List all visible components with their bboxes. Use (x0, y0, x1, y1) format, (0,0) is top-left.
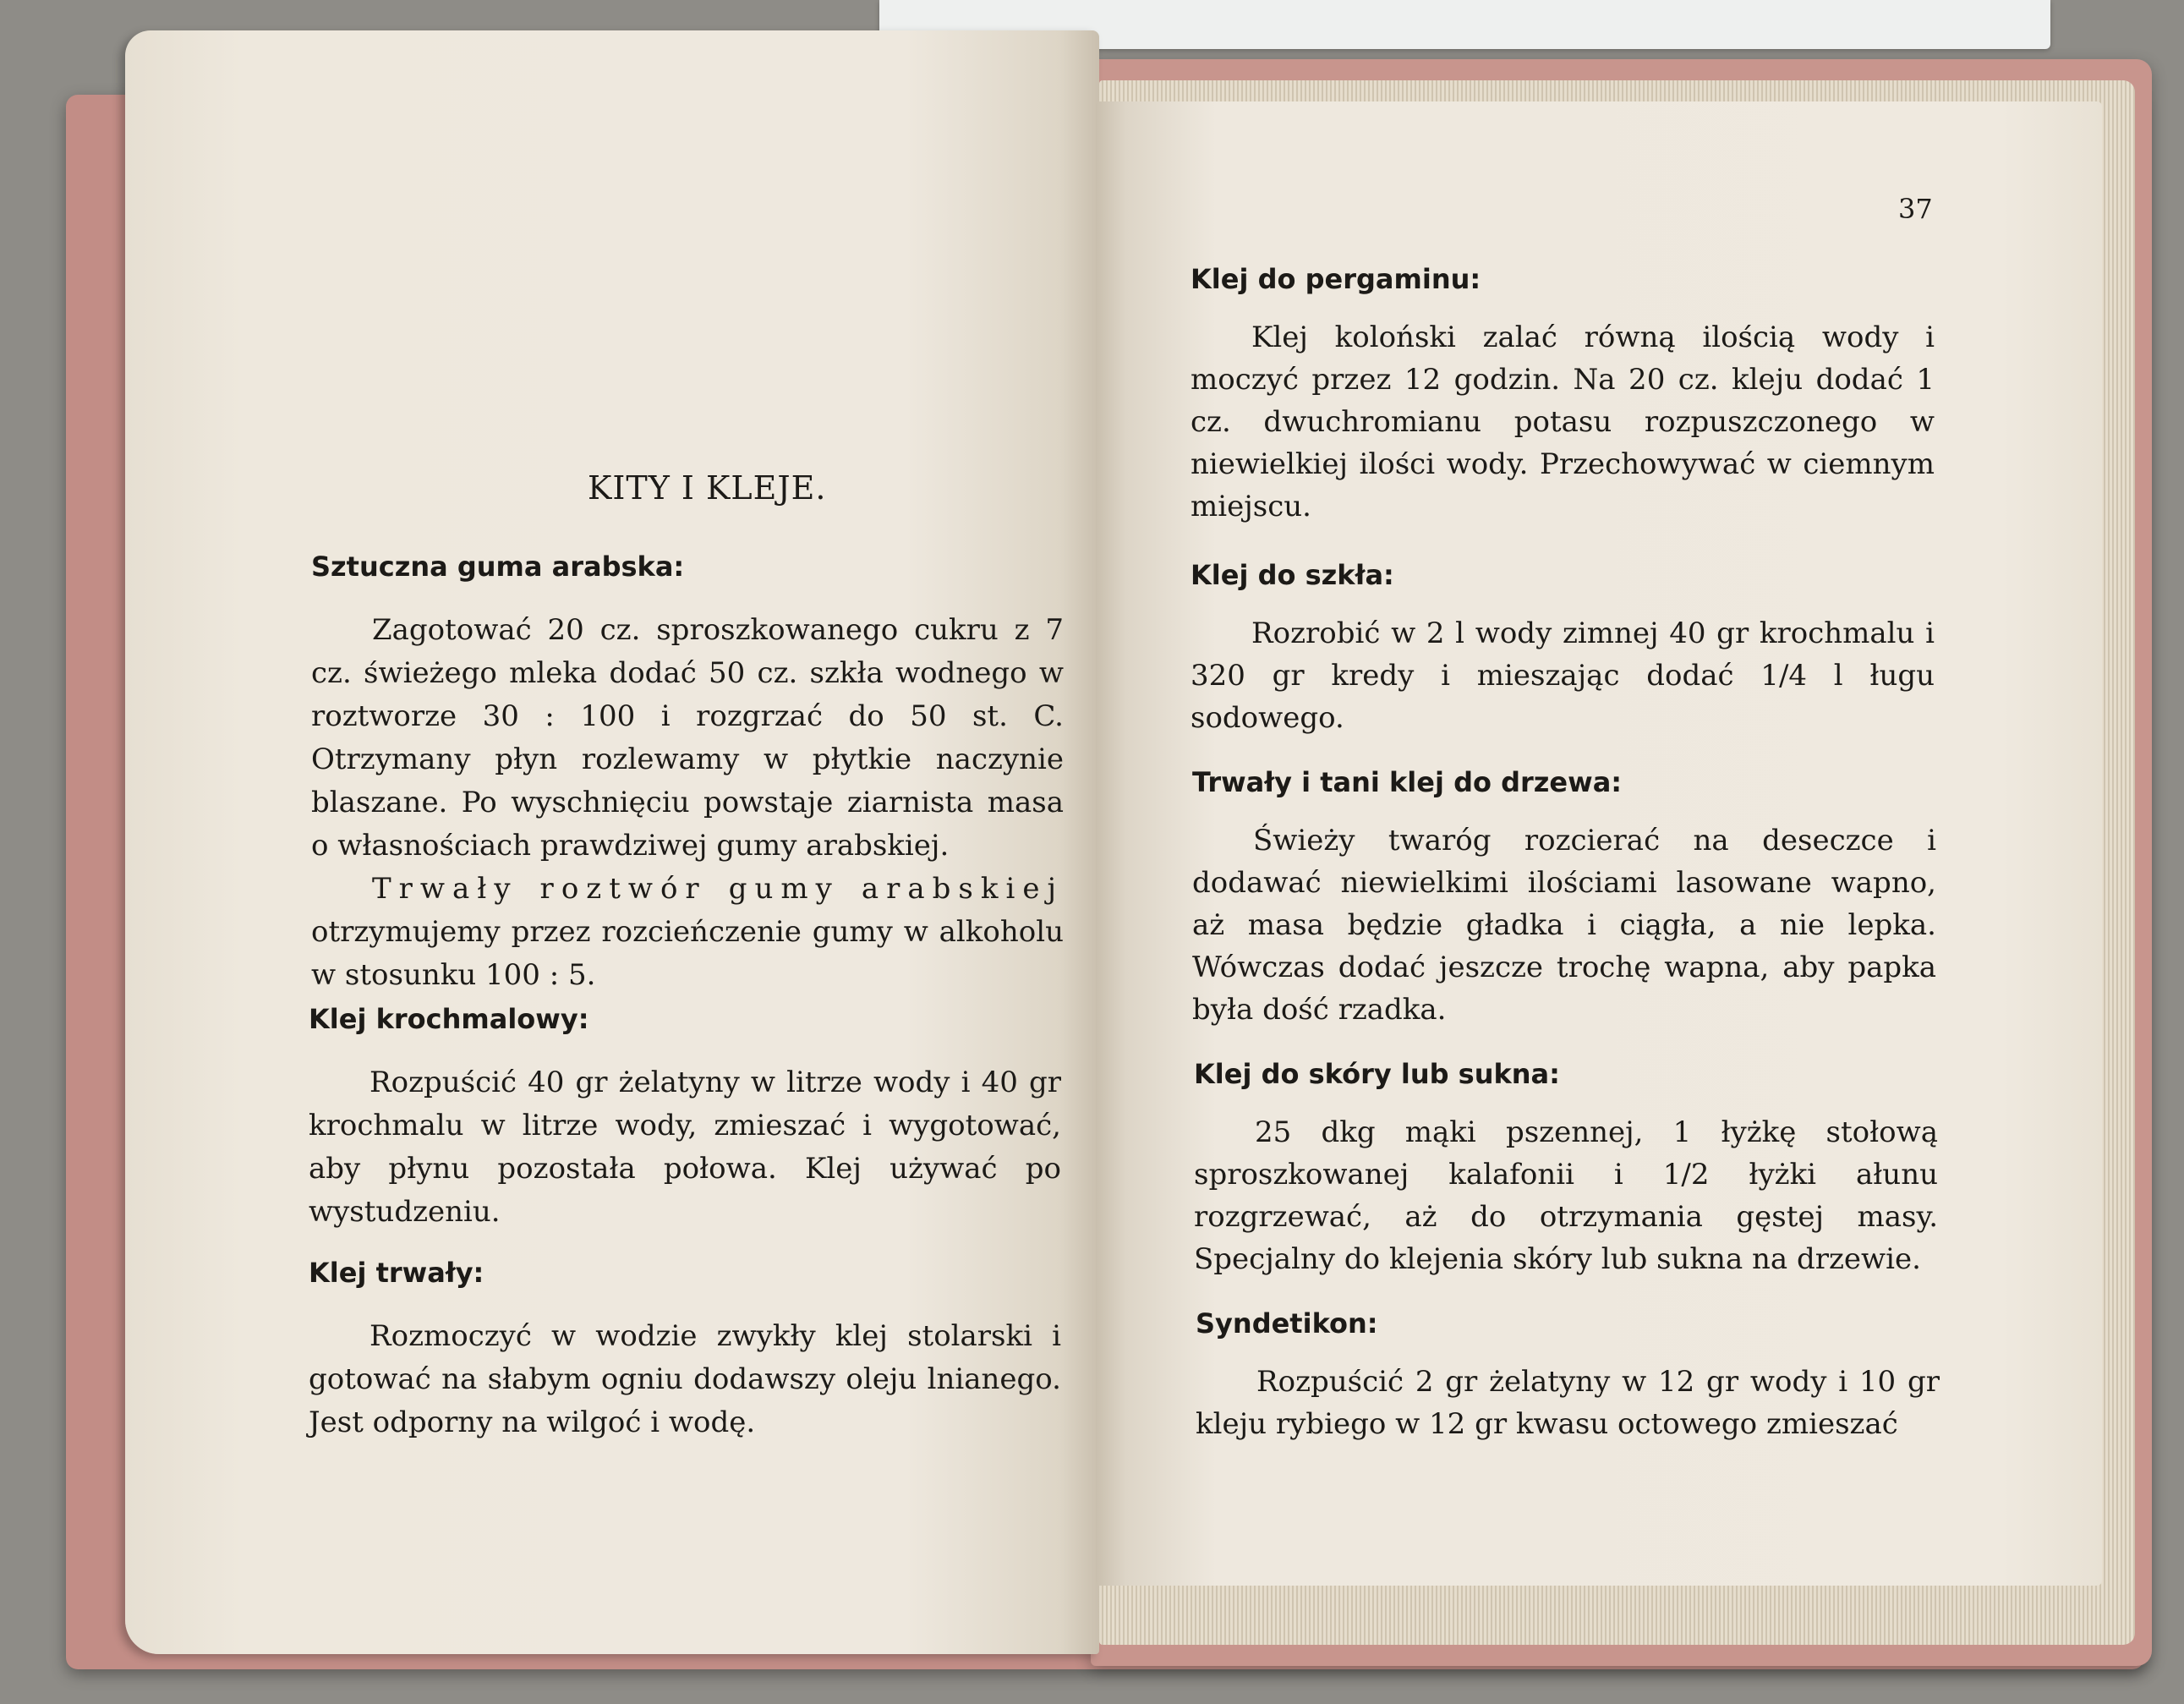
section-heading: Klej krochmalowy: (309, 1003, 589, 1035)
section-paragraph: Rozmoczyć w wodzie zwykły klej stolarski i gotować na słabym ogniu dodawszy oleju lnianego. Jest odporny na wilgoć i wodę. (309, 1319, 1061, 1439)
section-paragraph: Klej koloński zalać równą ilością wody i moczyć przez 12 godzin. Na 20 cz. kleju dodać 1 cz. dwuchromianu potasu rozpuszczonego w niewielkiej ilości wody. Przechowywać w ciemnym miejscu. (1191, 321, 1935, 523)
section-heading: Trwały i tani klej do drzewa: (1192, 766, 1623, 798)
section-paragraph: Zagotować 20 cz. sproszkowanego cukru z 7 cz. świeżego mleka dodać 50 cz. szkła wodnego w roztworze 30 : 100 i rozgrzać do 50 st. C. Otrzymany płyn rozlewamy w płytkie naczynie blaszane. Po wyschnięciu powstaje ziarnista masa o własnościach prawdziwej gumy arabskiej. (311, 613, 1064, 863)
section-paragraph (311, 868, 1064, 997)
section-heading: Klej do pergaminu: (1191, 263, 1481, 295)
section-artificial-gum (311, 545, 1064, 997)
section-parchment-glue (1191, 258, 1935, 528)
section-glass-glue (1191, 554, 1935, 739)
section-syndetikon (1196, 1302, 1940, 1445)
page-number: 37 (1898, 193, 1933, 225)
section-heading: Syndetikon: (1196, 1307, 1378, 1340)
page-title: KITY I KLEJE. (588, 469, 827, 507)
section-paragraph: Rozrobić w 2 l wody zimnej 40 gr krochmalu i 320 gr kredy i mieszając dodać 1/4 l ługu sodowego. (1191, 616, 1935, 735)
section-wood-glue (1192, 761, 1936, 1031)
section-heading: Klej do szkła: (1191, 559, 1394, 591)
section-starch-glue (309, 998, 1061, 1234)
spaced-lead-text: Trwały roztwór gumy arabskiej (372, 872, 1064, 906)
section-paragraph: 25 dkg mąki pszennej, 1 łyżkę stołową sproszkowanej kalafonii i 1/2 łyżki ałunu rozgrzewać, aż do otrzymania gęstej masy. Specjalny do klejenia skóry lub sukna na drzewie. (1194, 1115, 1938, 1276)
paragraph-rest: otrzymujemy przez rozcieńczenie gumy w alkoholu w stosunku 100 : 5. (311, 915, 1064, 992)
section-leather-glue (1194, 1053, 1938, 1280)
section-durable-glue (309, 1252, 1061, 1444)
section-heading: Klej trwały: (309, 1257, 484, 1289)
section-paragraph: Rozpuścić 40 gr żelatyny w litrze wody i 40 gr krochmalu w litrze wody, zmieszać i wygotować, aby płynu pozostała połowa. Klej używać po wystudzeniu. (309, 1066, 1061, 1229)
section-heading: Klej do skóry lub sukna: (1194, 1058, 1560, 1090)
section-paragraph: Świeży twaróg rozcierać na deseczce i dodawać niewielkimi ilościami lasowane wapno, aż masa będzie gładka i ciągła, a nie lepka. Wówczas dodać jeszcze trochę wapna, aby papka była dość rzadka. (1192, 824, 1936, 1027)
section-paragraph: Rozpuścić 2 gr żelatyny w 12 gr wody i 10 gr kleju rybiego w 12 gr kwasu octowego zmieszać (1196, 1365, 1940, 1441)
section-heading: Sztuczna guma arabska: (311, 551, 685, 583)
